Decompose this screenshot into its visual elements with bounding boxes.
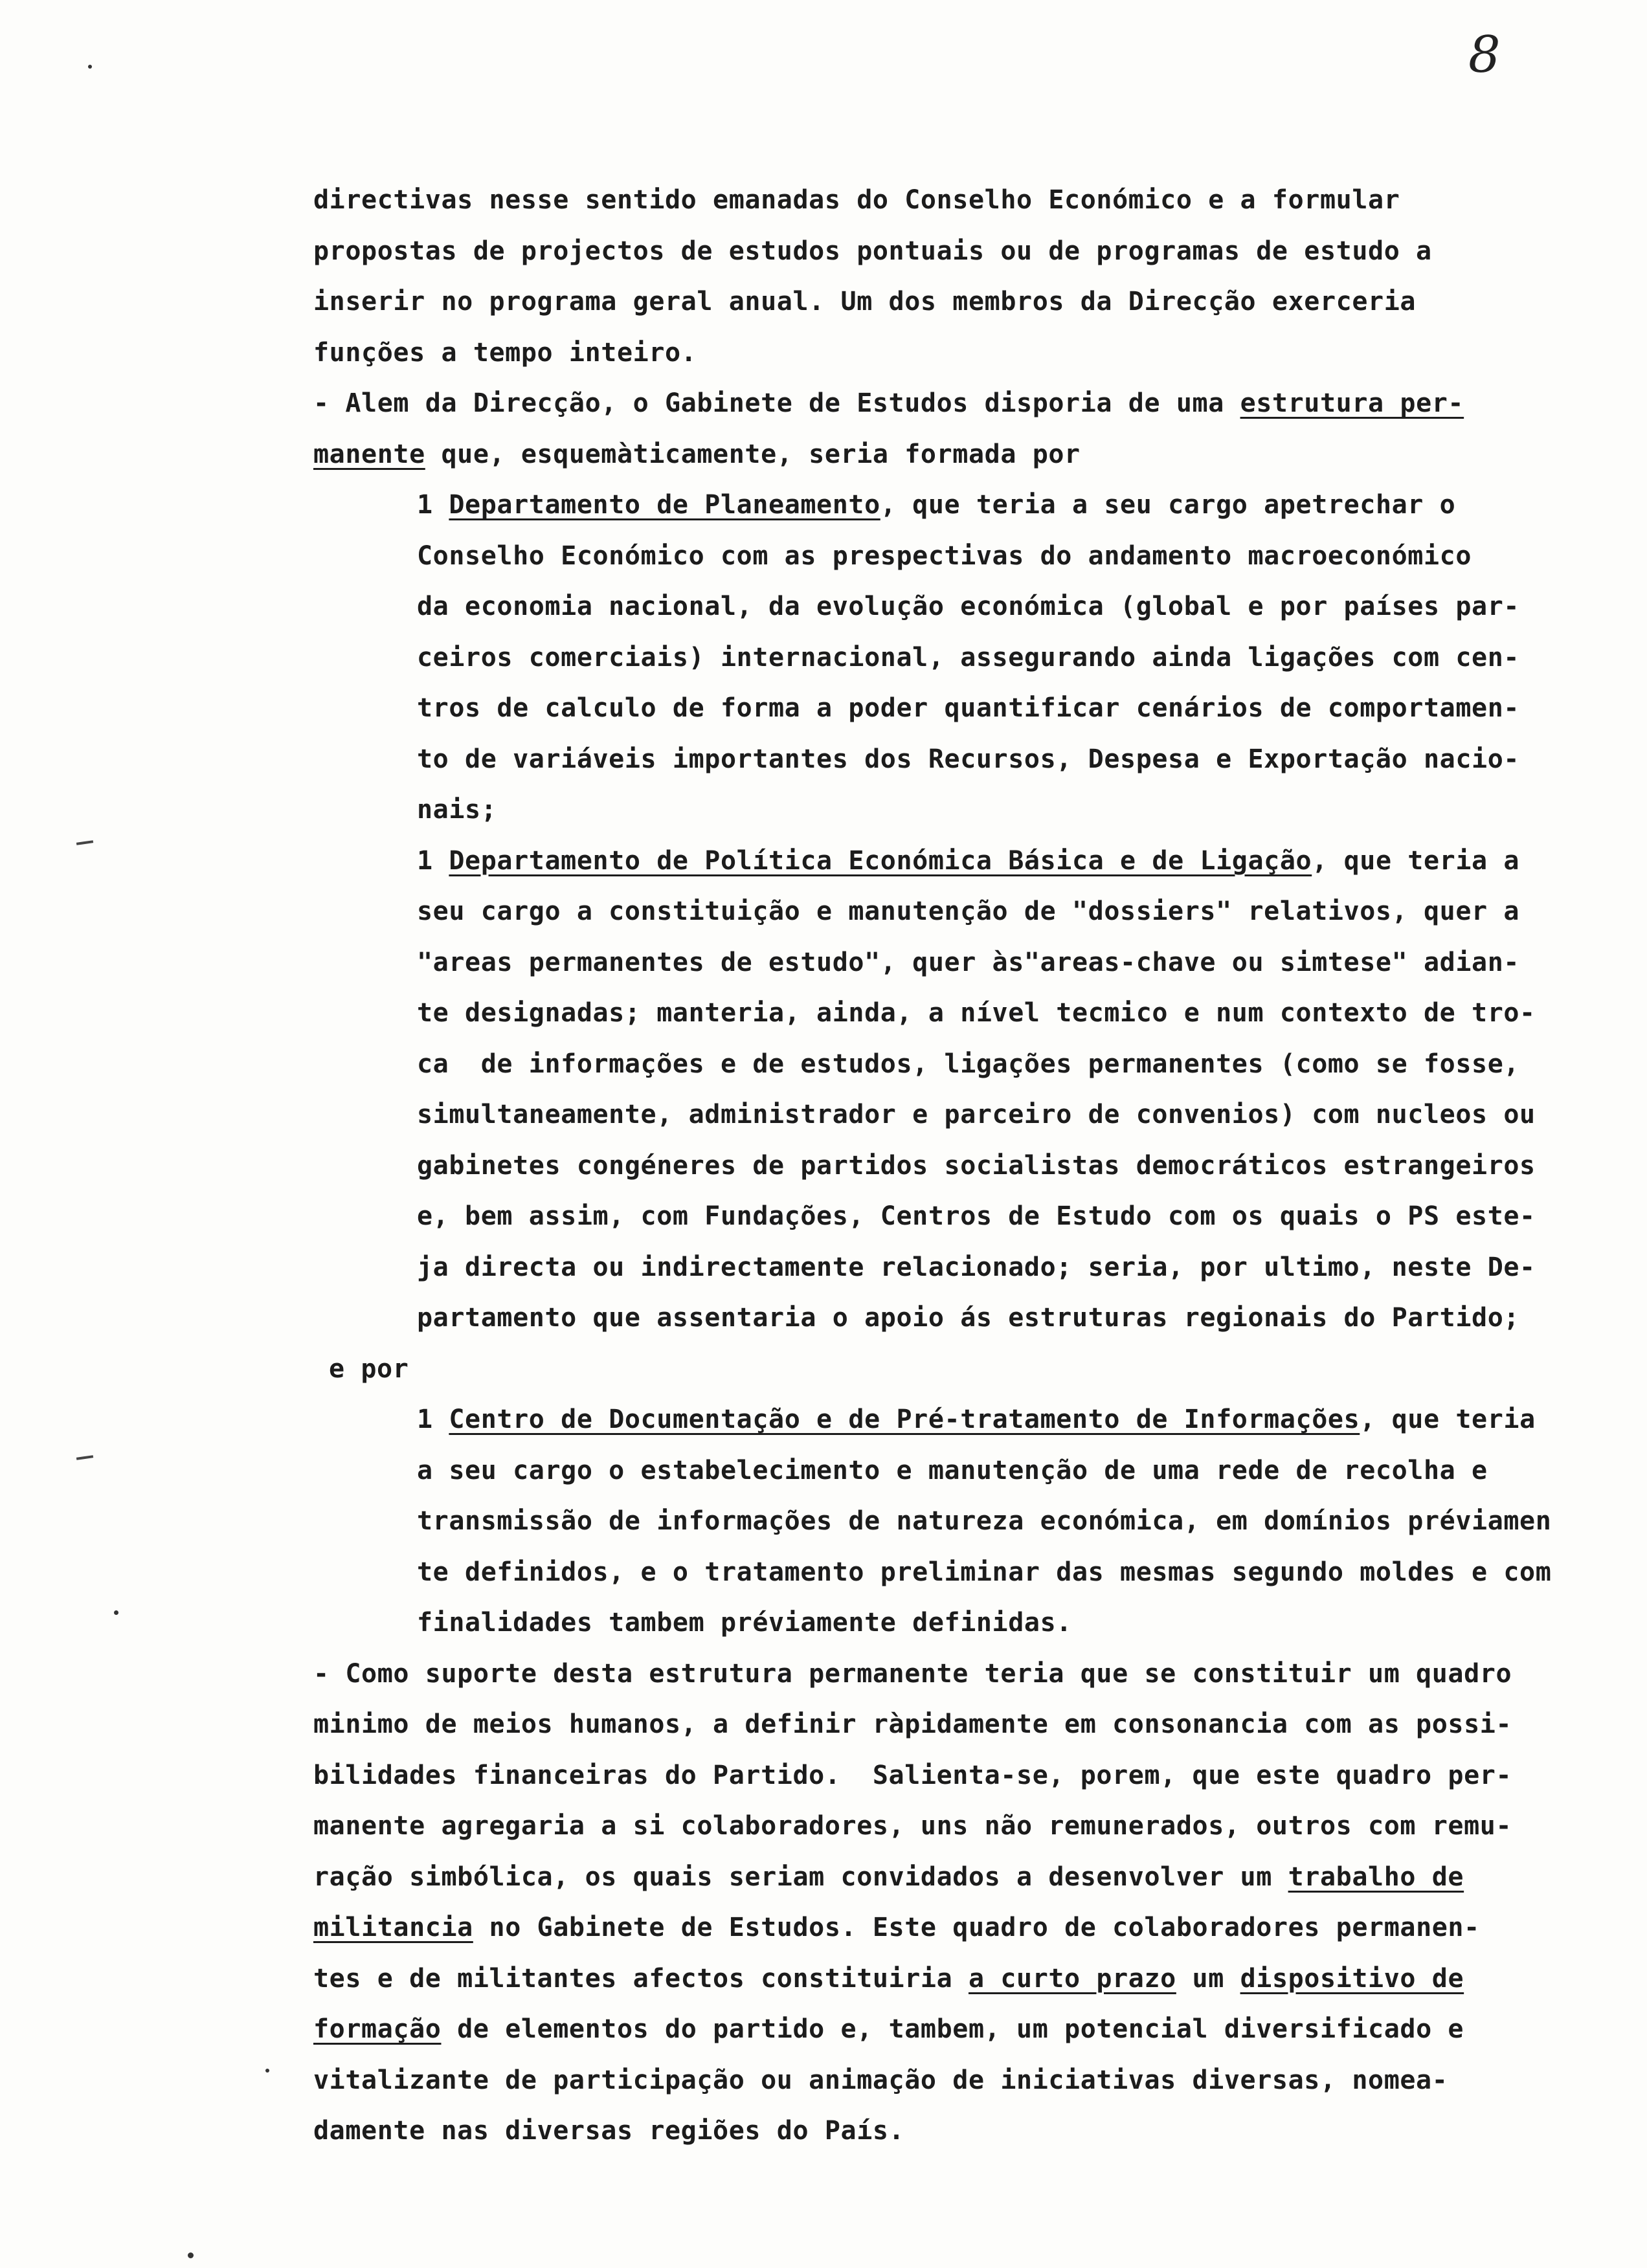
text-segment: 1: [417, 490, 449, 520]
text-line: [313, 1902, 1628, 1953]
scan-speck: [265, 2069, 269, 2073]
text-line: [313, 836, 1628, 887]
text-line: gabinetes congéneres de partidos socialistas democráticos estrangeiros: [417, 1150, 1536, 1181]
text-segment: , que teria: [1360, 1405, 1536, 1434]
text-line: - Como suporte desta estrutura permanente teria que se constituir um quadro: [313, 1658, 1512, 1689]
underlined-term: a curto prazo: [968, 1963, 1176, 1994]
text-line: to de variáveis importantes dos Recursos, Despesa e Exportação nacio-: [417, 744, 1520, 774]
underlined-term: Departamento de Planeamento: [449, 490, 880, 520]
scan-speck: [88, 65, 92, 69]
text-segment: 1: [417, 845, 449, 876]
text-line: damente nas diversas regiões do País.: [313, 2116, 905, 2146]
text-line: bilidades financeiras do Partido. Salienta-se, porem, que este quadro per-: [313, 1760, 1512, 1790]
text-line: te designadas; manteria, ainda, a nível tecmico e num contexto de tro-: [417, 998, 1536, 1028]
text-line: e por: [329, 1353, 409, 1384]
text-line: te definidos, e o tratamento preliminar das mesmas segundo moldes e com: [417, 1557, 1552, 1587]
scan-speck: [188, 2252, 194, 2258]
text-segment: de elementos do partido e, tambem, um potencial diversificado e: [441, 2014, 1464, 2044]
page-number: 8: [1468, 26, 1501, 84]
underlined-term: dispositivo de: [1240, 1963, 1464, 1994]
text-line: manente agregaria a si colaboradores, uns não remunerados, outros com remu-: [313, 1811, 1512, 1841]
text-segment: um: [1176, 1963, 1240, 1994]
text-line: e, bem assim, com Fundações, Centros de Estudo com os quais o PS este-: [417, 1201, 1536, 1231]
text-line: ja directa ou indirectamente relacionado; seria, por ultimo, neste De-: [417, 1252, 1536, 1282]
punch-hole-mark: [76, 840, 93, 845]
text-line: Conselho Económico com as prespectivas do andamento macroeconómico: [417, 540, 1472, 571]
underlined-term: trabalho de: [1288, 1862, 1464, 1892]
text-line: inserir no programa geral anual. Um dos membros da Direcção exerceria: [313, 287, 1417, 317]
text-line: partamento que assentaria o apoio ás estruturas regionais do Partido;: [417, 1303, 1520, 1333]
text-line: propostas de projectos de estudos pontuais ou de programas de estudo a: [313, 236, 1432, 266]
text-line: directivas nesse sentido emanadas do Conselho Económico e a formular: [313, 185, 1400, 215]
text-line: finalidades tambem préviamente definidas.: [417, 1608, 1072, 1638]
text-line: a seu cargo o estabelecimento e manutenção de uma rede de recolha e: [417, 1455, 1488, 1485]
text-segment: ração simbólica, os quais seriam convidados a desenvolver um: [313, 1862, 1288, 1892]
text-segment: que, esquemàticamente, seria formada por: [425, 439, 1081, 469]
text-line: minimo de meios humanos, a definir ràpidamente em consonancia com as possi-: [313, 1709, 1512, 1739]
underlined-term: Departamento de Política Económica Básica e de Ligação: [449, 845, 1312, 876]
text-line: vitalizante de participação ou animação de iniciativas diversas, nomea-: [313, 2065, 1448, 2095]
text-line: transmissão de informações de natureza económica, em domínios préviamen: [417, 1506, 1552, 1536]
body-text: [313, 175, 1628, 2157]
underlined-term: estrutura per-: [1240, 388, 1464, 418]
scan-speck: [114, 1610, 118, 1615]
underlined-term: manente: [313, 439, 425, 469]
underlined-term: formação: [313, 2014, 442, 2044]
text-line: [313, 1852, 1628, 1903]
text-line: ceiros comerciais) internacional, assegurando ainda ligações com cen-: [417, 642, 1520, 673]
text-line: [313, 378, 1628, 429]
text-line: nais;: [417, 795, 497, 825]
text-line: ca de informações e de estudos, ligações permanentes (como se fosse,: [417, 1049, 1520, 1079]
text-line: [313, 480, 1628, 531]
underlined-term: militancia: [313, 1913, 473, 1942]
text-line: da economia nacional, da evolução económica (global e por países par-: [417, 592, 1520, 621]
text-segment: 1: [417, 1405, 449, 1434]
punch-hole-mark: [76, 1455, 93, 1460]
text-line: "areas permanentes de estudo", quer às"areas-chave ou simtese" adian-: [417, 947, 1520, 977]
text-line: [313, 429, 1628, 480]
text-line: [313, 1953, 1628, 2005]
text-segment: - Alem da Direcção, o Gabinete de Estudos disporia de uma: [313, 388, 1240, 418]
text-segment: tes e de militantes afectos constituiria: [313, 1963, 969, 1994]
text-line: [313, 2004, 1628, 2055]
underlined-term: Centro de Documentação e de Pré-tratamento de Informações: [449, 1405, 1360, 1434]
text-line: simultaneamente, administrador e parceiro de convenios) com nucleos ou: [417, 1100, 1536, 1129]
text-line: funções a tempo inteiro.: [313, 337, 697, 368]
text-line: tros de calculo de forma a poder quantificar cenários de comportamen-: [417, 693, 1520, 723]
text-segment: no Gabinete de Estudos. Este quadro de colaboradores permanen-: [473, 1913, 1480, 1942]
text-segment: , que teria a seu cargo apetrechar o: [880, 490, 1456, 520]
text-line: [313, 1394, 1628, 1445]
text-line: seu cargo a constituição e manutenção de "dossiers" relativos, quer a: [417, 896, 1520, 926]
text-segment: , que teria a: [1312, 845, 1520, 876]
